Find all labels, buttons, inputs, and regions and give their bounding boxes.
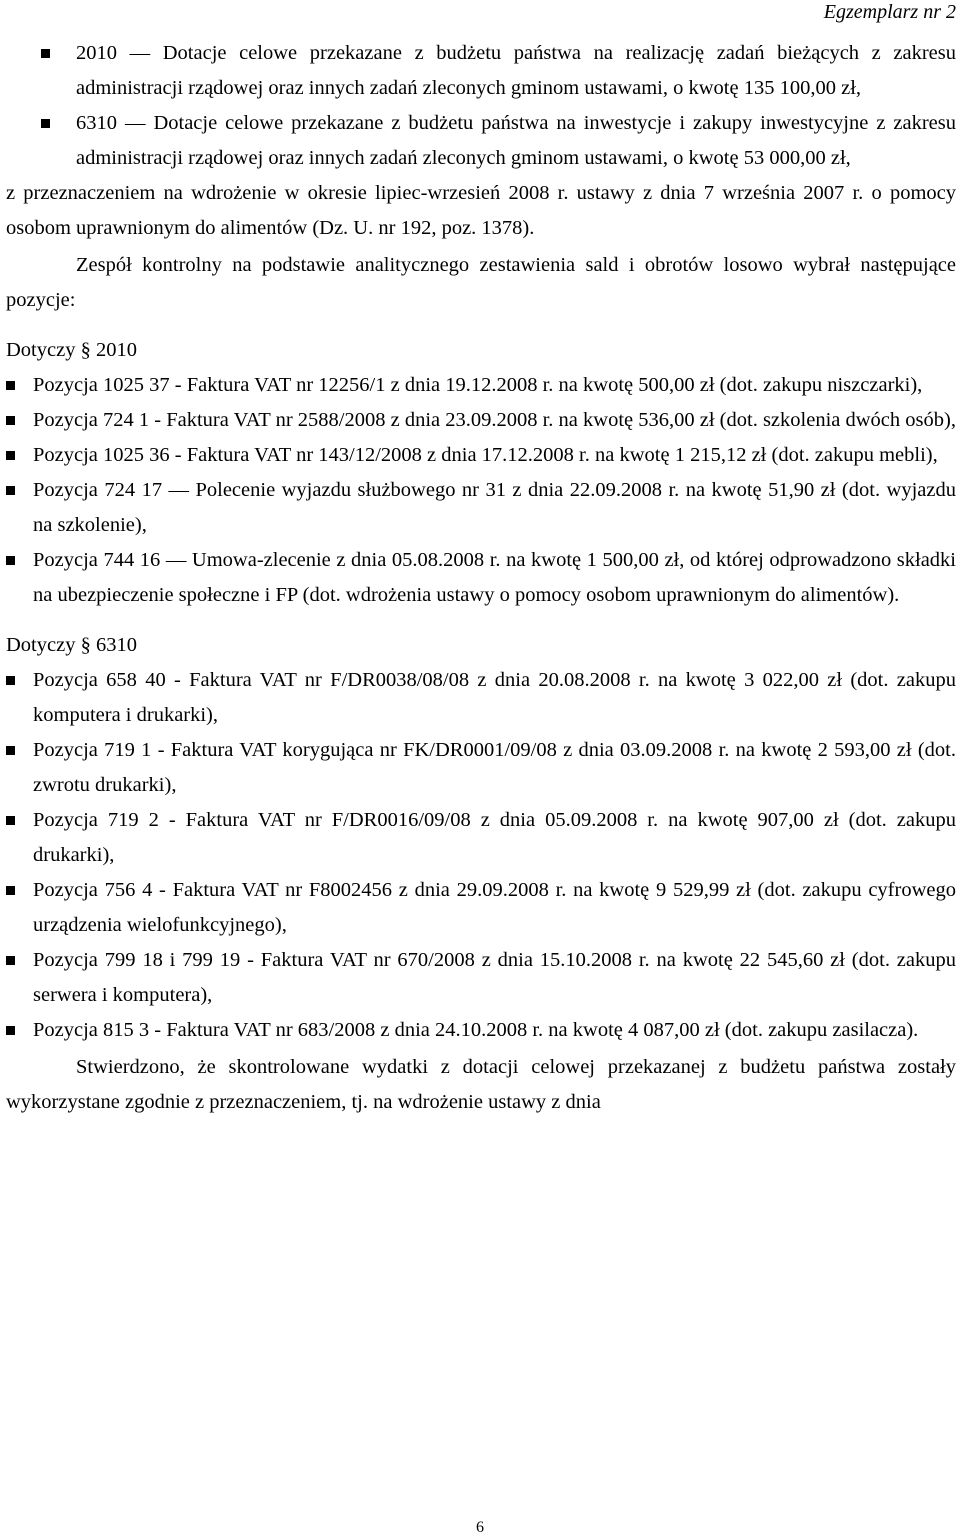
list-item-text: Pozycja 724 17 — Polecenie wyjazdu służbowego nr 31 z dnia 22.09.2008 r. na kwotę 51,90 zł (dot. wyjazdu na szkolenie), — [33, 479, 956, 536]
list-item — [6, 1013, 956, 1048]
list-item — [6, 106, 956, 176]
list-item — [6, 403, 956, 438]
square-bullet-icon — [41, 49, 50, 58]
list-item-text: Pozycja 1025 36 - Faktura VAT nr 143/12/2008 z dnia 17.12.2008 r. na kwotę 1 215,12 zł (dot. zakupu mebli), — [33, 444, 938, 466]
square-bullet-icon — [6, 816, 15, 825]
list-item-text: Pozycja 1025 37 - Faktura VAT nr 12256/1 z dnia 19.12.2008 r. na kwotę 500,00 zł (dot. zakupu niszczarki), — [33, 374, 923, 396]
position-list — [6, 368, 956, 613]
section-6310 — [6, 627, 956, 1048]
section-heading: Dotyczy § 6310 — [6, 634, 137, 656]
square-bullet-icon — [6, 416, 15, 425]
position-list — [6, 663, 956, 1048]
list-item — [6, 368, 956, 403]
list-item — [6, 873, 956, 943]
section-heading: Dotyczy § 2010 — [6, 339, 137, 361]
document-body — [6, 36, 956, 1120]
square-bullet-icon — [6, 451, 15, 460]
square-bullet-icon — [6, 1026, 15, 1035]
list-item — [6, 803, 956, 873]
square-bullet-icon — [6, 381, 15, 390]
list-item-text: 6310 — Dotacje celowe przekazane z budżetu państwa na inwestycje i zakupy inwestycyjne z zakresu administracji rządowej oraz innych zadań zleconych gminom ustawami, o kwotę 53 000,00 zł, — [76, 112, 956, 169]
list-item-text: Pozycja 658 40 - Faktura VAT nr F/DR0038/08/08 z dnia 20.08.2008 r. na kwotę 3 022,00 zł (dot. zakupu komputera i drukarki), — [33, 669, 956, 726]
list-item-text: Pozycja 799 18 i 799 19 - Faktura VAT nr 670/2008 z dnia 15.10.2008 r. na kwotę 22 545,60 zł (dot. zakupu serwera i komputera), — [33, 949, 956, 1006]
list-item — [6, 733, 956, 803]
square-bullet-icon — [41, 119, 50, 128]
conclusion-paragraph: Stwierdzono, że skontrolowane wydatki z dotacji celowej przekazanej z budżetu państwa zostały wykorzystane zgodnie z przeznaczeniem, tj. na wdrożenie ustawy z dnia — [6, 1056, 956, 1113]
square-bullet-icon — [6, 886, 15, 895]
list-item — [6, 663, 956, 733]
list-item-text: Pozycja 756 4 - Faktura VAT nr F8002456 z dnia 29.09.2008 r. na kwotę 9 529,99 zł (dot. zakupu cyfrowego urządzenia wielofunkcyjnego), — [33, 879, 956, 936]
list-item-text: Pozycja 719 2 - Faktura VAT nr F/DR0016/09/08 z dnia 05.09.2008 r. na kwotę 907,00 zł (dot. zakupu drukarki), — [33, 809, 956, 866]
square-bullet-icon — [6, 746, 15, 755]
list-item — [6, 438, 956, 473]
selection-paragraph: Zespół kontrolny na podstawie analitycznego zestawienia sald i obrotów losowo wybrał następujące pozycje: — [6, 254, 956, 311]
square-bullet-icon — [6, 676, 15, 685]
page-number: 6 — [476, 1519, 484, 1536]
copy-number-label: Egzemplarz nr 2 — [823, 1, 956, 23]
list-item-text: Pozycja 724 1 - Faktura VAT nr 2588/2008 z dnia 23.09.2008 r. na kwotę 536,00 zł (dot. szkolenia dwóch osób), — [33, 409, 956, 431]
list-item — [6, 473, 956, 543]
section-2010 — [6, 332, 956, 613]
list-item — [6, 36, 956, 106]
list-item — [6, 943, 956, 1013]
list-item-text: Pozycja 815 3 - Faktura VAT nr 683/2008 z dnia 24.10.2008 r. na kwotę 4 087,00 zł (dot. zakupu zasilacza). — [33, 1019, 919, 1041]
list-item-text: Pozycja 719 1 - Faktura VAT korygująca nr FK/DR0001/09/08 z dnia 03.09.2008 r. na kwotę 2 593,00 zł (dot. zwrotu drukarki), — [33, 739, 956, 796]
budget-paragraph-list — [6, 36, 956, 176]
purpose-paragraph: z przeznaczeniem na wdrożenie w okresie lipiec-wrzesień 2008 r. ustawy z dnia 7 września 2007 r. o pomocy osobom uprawnionym do alimentów (Dz. U. nr 192, poz. 1378). — [6, 182, 956, 239]
square-bullet-icon — [6, 486, 15, 495]
list-item-text: 2010 — Dotacje celowe przekazane z budżetu państwa na realizację zadań bieżących z zakresu administracji rządowej oraz innych zadań zleconych gminom ustawami, o kwotę 135 100,00 zł, — [76, 42, 956, 99]
square-bullet-icon — [6, 556, 15, 565]
square-bullet-icon — [6, 956, 15, 965]
list-item-text: Pozycja 744 16 — Umowa-zlecenie z dnia 05.08.2008 r. na kwotę 1 500,00 zł, od której odprowadzono składki na ubezpieczenie społeczne i FP (dot. wdrożenia ustawy o pomocy osobom uprawnionym do alimentów). — [33, 549, 956, 606]
list-item — [6, 543, 956, 613]
